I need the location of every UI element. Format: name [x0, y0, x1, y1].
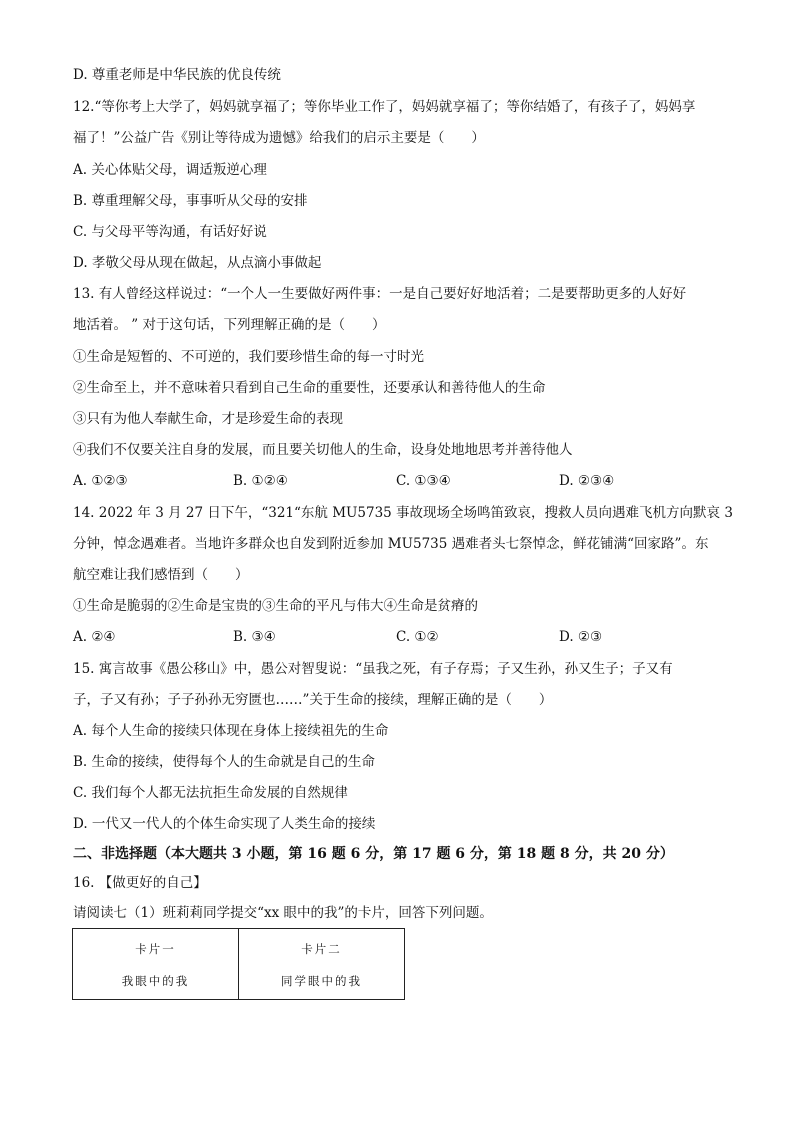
q14-stem-line2: 分钟，悼念遇难者。当地许多群众也自发到附近参加 MU5735 遇难者头七祭悼念，鲜花铺满“回家路”。东 — [73, 536, 709, 552]
q15-option-a: A. 每个人生命的接续只体现在身体上接续祖先的生命 — [73, 723, 389, 739]
q15-stem-line1: 15. 寓言故事《愚公移山》中，愚公对智叟说：“虽我之死，有子存焉；子又生孙，孙又生子；子又有 — [73, 661, 673, 677]
q12-stem-line2: 福了！”公益广告《别让等待成为遗憾》给我们的启示主要是（ ） — [73, 130, 485, 146]
q14-stem-line1: 14. 2022 年 3 月 27 日下午，“321“东航 MU5735 事故现场全场鸣笛致哀，搜救人员向遇难飞机方向默哀 3 — [73, 505, 733, 521]
q16-title: 16. 【做更好的自己】 — [73, 875, 207, 891]
card-table — [72, 928, 405, 1000]
q11-option-d: D. 尊重老师是中华民族的优良传统 — [73, 67, 281, 83]
q12-option-a: A. 关心体贴父母，调适叛逆心理 — [73, 162, 267, 178]
q15-option-d: D. 一代又一代人的个体生命实现了人类生命的接续 — [73, 816, 376, 832]
q14-option-b: B. ③④ — [233, 629, 276, 645]
q15-stem-line2: 子，子又有孙；子子孙孙无穷匮也……”关于生命的接续，理解正确的是（ ） — [73, 692, 553, 708]
q14-option-d: D. ②③ — [559, 629, 603, 645]
card-1 — [73, 929, 238, 999]
q13-option-a: A. ①②③ — [73, 473, 128, 489]
q13-statement-1: ①生命是短暂的、不可逆的，我们要珍惜生命的每一寸时光 — [73, 349, 424, 365]
q13-option-d: D. ②③④ — [559, 473, 615, 489]
q13-option-c: C. ①③④ — [396, 473, 451, 489]
card-1-title: 卡片一 — [135, 942, 176, 956]
q14-option-a: A. ②④ — [73, 629, 116, 645]
q14-option-c: C. ①② — [396, 629, 439, 645]
q14-stem-line3: 航空难让我们感悟到（ ） — [73, 567, 249, 583]
q13-statement-3: ③只有为他人奉献生命，才是珍爱生命的表现 — [73, 411, 343, 427]
q14-statements: ①生命是脆弱的②生命是宝贵的③生命的平凡与伟大④生命是贫瘠的 — [73, 598, 478, 614]
card-2 — [238, 929, 404, 999]
q12-option-b: B. 尊重理解父母，事事听从父母的安排 — [73, 193, 308, 209]
q16-intro: 请阅读七（1）班莉莉同学提交“xx 眼中的我”的卡片，回答下列问题。 — [73, 905, 493, 921]
q13-stem-line2: 地活着。 ” 对于这句话，下列理解正确的是（ ） — [73, 317, 386, 333]
card-2-title: 卡片二 — [301, 942, 342, 956]
card-1-subtitle: 我眼中的我 — [121, 974, 190, 988]
q12-option-d: D. 孝敬父母从现在做起，从点滴小事做起 — [73, 255, 322, 271]
q13-statement-2: ②生命至上，并不意味着只看到自己生命的重要性，还要承认和善待他人的生命 — [73, 380, 546, 396]
section-2-heading: 二、非选择题（本大题共 3 小题，第 16 题 6 分，第 17 题 6 分，第 18 题 8 分，共 20 分） — [73, 846, 674, 862]
q13-stem-line1: 13. 有人曾经这样说过：“一个人一生要做好两件事：一是自己要好好地活着；二是要帮助更多的人好好 — [73, 286, 687, 302]
q15-option-b: B. 生命的接续，使得每个人的生命就是自己的生命 — [73, 754, 376, 770]
q13-option-b: B. ①②④ — [233, 473, 288, 489]
q13-statement-4: ④我们不仅要关注自身的发展，而且要关切他人的生命，设身处地地思考并善待他人 — [73, 442, 573, 458]
q12-option-c: C. 与父母平等沟通，有话好好说 — [73, 224, 267, 240]
q12-stem-line1: 12.“等你考上大学了，妈妈就享福了；等你毕业工作了，妈妈就享福了；等你结婚了，有孩子了，妈妈享 — [73, 99, 696, 115]
card-2-subtitle: 同学眼中的我 — [281, 974, 362, 988]
q15-option-c: C. 我们每个人都无法抗拒生命发展的自然规律 — [73, 785, 348, 801]
